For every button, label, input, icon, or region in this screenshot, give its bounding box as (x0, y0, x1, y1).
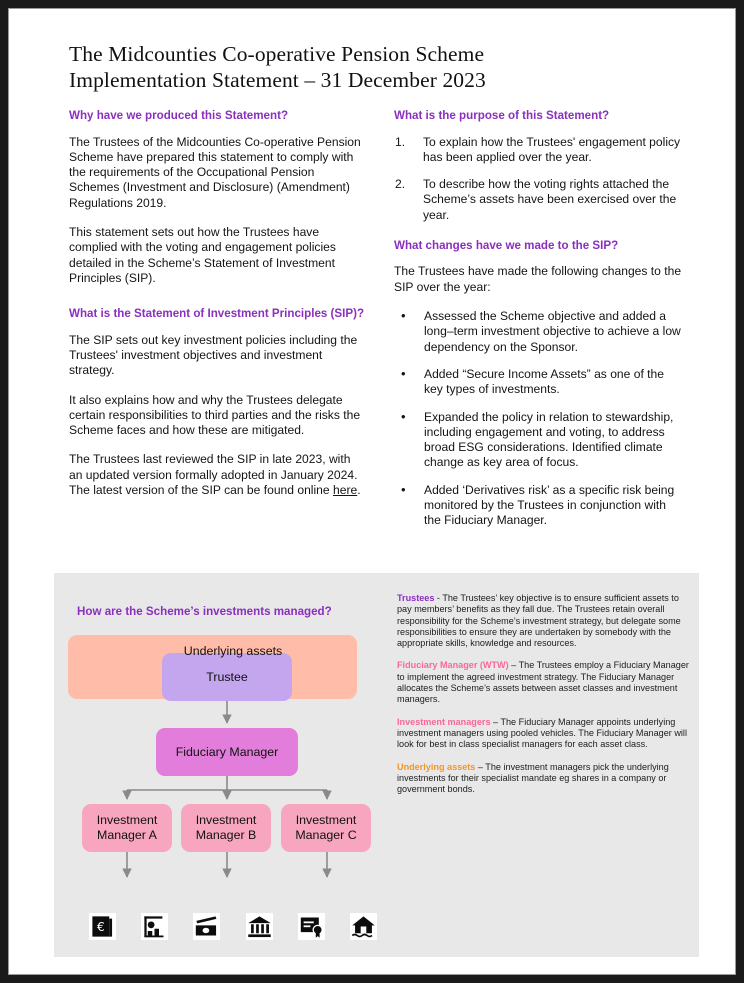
list-item: To describe how the voting rights attached the Scheme’s assets have been exercised over the year. (423, 177, 677, 222)
im-b-line1: Investment (195, 813, 257, 827)
note-investment-managers-text: – The Fiduciary Manager appoints underlying investment managers using pooled vehicles. The Fiduciary Manager will look for best in class specialist managers for each asset class. (397, 716, 687, 750)
note-fiduciary-manager-text: – The Trustees employ a Fiduciary Manager to implement the agreed investment strategy. The Fiduciary Manager allocates the Scheme’s assets between asset classes and investment managers. (397, 660, 689, 705)
note-trustees (397, 593, 689, 649)
note-trustees-text: - The Trustees’ key objective is to ensure sufficient assets to pay members’ benefits as they fall due. The Trustees retain overall responsibility for the Scheme’s investment strategy, but delegate some responsibilities to ensure they are undertaken by somebody with the appropriate skills, knowledge and resources. (397, 593, 681, 649)
node-investment-manager-c[interactable] (281, 804, 371, 852)
note-investment-managers (397, 717, 689, 751)
sip-changes-list (394, 309, 686, 529)
investments-managed-panel (54, 573, 699, 957)
list-item: • Added ‘Derivatives risk’ as a specific risk being monitored by the Trustees in conjunction with the Fiduciary Manager. (394, 483, 686, 529)
node-investment-manager-c-label (295, 813, 356, 843)
euro-book-icon (89, 913, 116, 940)
document-page (8, 8, 736, 975)
node-investment-manager-b[interactable] (181, 804, 271, 852)
certificate-seal-icon (298, 913, 325, 940)
sip-here-link[interactable]: here (333, 483, 358, 498)
presentation-chart-icon (141, 913, 168, 940)
node-investment-manager-b-label (196, 813, 257, 843)
paragraph-sip-3-post: . (357, 483, 361, 498)
right-column (394, 109, 686, 541)
list-item: • Expanded the policy in relation to stewardship, including engagement and voting, to address broad ESG considerations. Identified climate change as key area of focus. (394, 410, 686, 471)
node-underlying-assets-label: Underlying assets (183, 644, 283, 658)
paragraph-sip-3 (69, 452, 365, 498)
svg-text:€: € (96, 920, 105, 934)
node-trustee[interactable] (162, 653, 292, 701)
note-underlying-assets-label: Underlying assets (397, 761, 476, 772)
paragraph-sip-3-pre: The Trustees last reviewed the SIP in late 2023, with an updated version formally adopted in January 2024. The latest version of the SIP can be found online (69, 452, 358, 498)
list-item: • Assessed the Scheme objective and added a long–term investment objective to achieve a low dependency on the Sponsor. (394, 309, 686, 355)
paragraph-why-produced-2: This statement sets out how the Trustees have complied with the voting and engagement policies detailed in the Scheme’s Statement of Investment Principles (SIP). (69, 224, 336, 285)
note-underlying-assets (397, 762, 689, 796)
asset-icon-row (76, 913, 390, 940)
page-title-line-2: Implementation Statement – 31 December 2023 (69, 68, 486, 92)
heading-sip-changes: What changes have we made to the SIP? (394, 238, 619, 252)
note-fiduciary-manager (397, 660, 689, 705)
im-a-line2: Manager A (97, 828, 157, 842)
note-fiduciary-manager-label: Fiduciary Manager (WTW) (397, 660, 509, 671)
node-investment-manager-a-label (97, 813, 158, 843)
page-title (69, 41, 679, 93)
node-fiduciary-manager[interactable] (156, 728, 298, 776)
note-trustees-label: Trustees (397, 593, 435, 603)
node-investment-manager-a[interactable] (82, 804, 172, 852)
note-investment-managers-label: Investment managers (397, 716, 491, 727)
heading-purpose: What is the purpose of this Statement? (394, 109, 610, 122)
paragraph-sip-changes-intro: The Trustees have made the following changes to the SIP over the year: (394, 264, 682, 294)
im-c-line1: Investment (295, 813, 357, 827)
im-c-line2: Manager C (295, 828, 357, 842)
house-property-icon (350, 913, 377, 940)
heading-why-produced: Why have we produced this Statement? (69, 109, 289, 122)
panel-heading: How are the Scheme’s investments managed? (77, 605, 332, 618)
paragraph-sip-1: The SIP sets out key investment policies including the Trustees' investment objectives and investment strategy. (69, 332, 358, 378)
node-fiduciary-manager-label: Fiduciary Manager (175, 744, 279, 759)
heading-what-is-sip: What is the Statement of Investment Principles (SIP)? (69, 307, 365, 321)
left-column (69, 109, 365, 498)
banknotes-icon (193, 913, 220, 940)
bank-building-icon (246, 913, 273, 940)
governance-diagram (68, 635, 398, 947)
page-title-line-1: The Midcounties Co-operative Pension Scheme (69, 42, 485, 66)
node-trustee-label: Trustee (206, 669, 248, 684)
paragraph-why-produced-1: The Trustees of the Midcounties Co-operative Pension Scheme have prepared this statement to comply with the requirements of the Occupational Pension Schemes (Investment and Disclosure) (Amendment) Regulations 2019. (69, 134, 361, 210)
im-b-line2: Manager B (195, 828, 257, 842)
diagram-notes (397, 593, 689, 806)
purpose-list (394, 135, 686, 223)
list-item: • Added “Secure Income Assets” as one of the key types of investments. (394, 367, 686, 398)
note-underlying-assets-text: – The investment managers pick the underlying investments for their specialist mandate eg shares in a company or government bonds. (397, 761, 669, 795)
im-a-line1: Investment (96, 813, 158, 827)
list-item: To explain how the Trustees' engagement policy has been applied over the year. (423, 134, 681, 164)
paragraph-sip-2: It also explains how and why the Trustees delegate certain responsibilities to third parties and the risks the Scheme faces and how these are mitigated. (69, 392, 361, 438)
